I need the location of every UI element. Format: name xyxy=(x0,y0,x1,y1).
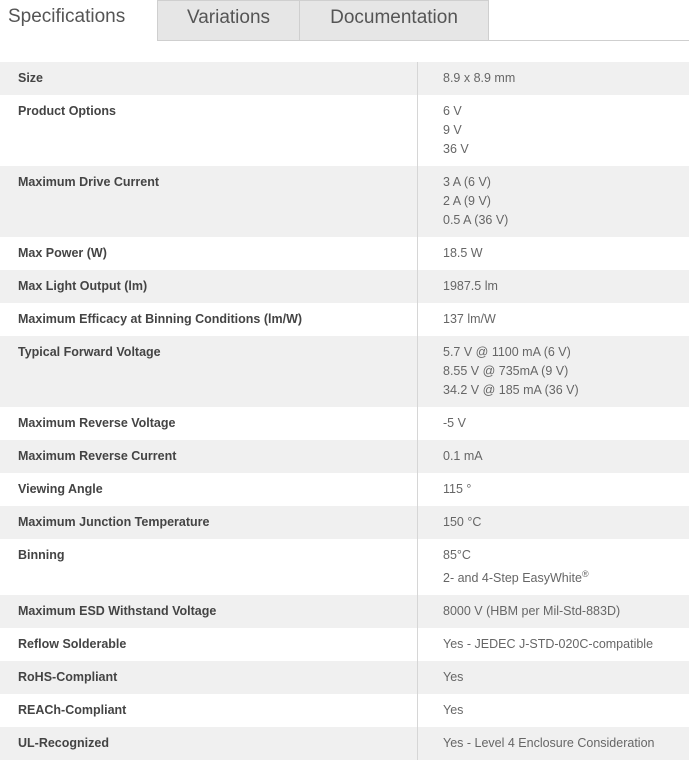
spec-value-line xyxy=(443,310,689,329)
spec-value xyxy=(418,727,689,760)
spec-label: Max Power (W) xyxy=(0,237,418,270)
spec-value-line xyxy=(443,192,689,211)
spec-value-text: 8.55 V @ 735mA (9 V) xyxy=(443,364,568,378)
spec-value-line xyxy=(443,173,689,192)
spec-label: Maximum Reverse Voltage xyxy=(0,407,418,440)
table-row xyxy=(0,595,689,628)
spec-value xyxy=(418,595,689,628)
registered-mark: ® xyxy=(582,569,589,579)
spec-value-line xyxy=(443,277,689,296)
spec-label: Reflow Solderable xyxy=(0,628,418,661)
table-row xyxy=(0,407,689,440)
table-row xyxy=(0,628,689,661)
spec-value xyxy=(418,237,689,270)
spec-value-text: Yes xyxy=(443,703,463,717)
table-row xyxy=(0,62,689,95)
tab-variations[interactable]: Variations xyxy=(158,0,300,40)
spec-value xyxy=(418,628,689,661)
spec-value-text: 9 V xyxy=(443,123,462,137)
spec-value-line xyxy=(443,513,689,532)
spec-value-text: 34.2 V @ 185 mA (36 V) xyxy=(443,383,579,397)
spec-label: RoHS-Compliant xyxy=(0,661,418,694)
spec-label: Maximum Drive Current xyxy=(0,166,418,237)
spec-value-text: 3 A (6 V) xyxy=(443,175,491,189)
spec-value-text: 0.5 A (36 V) xyxy=(443,213,508,227)
spec-value-line xyxy=(443,69,689,88)
spec-value-line xyxy=(443,414,689,433)
spec-value-text: 8000 V (HBM per Mil-Std-883D) xyxy=(443,604,620,618)
spec-value-line xyxy=(443,343,689,362)
spec-value xyxy=(418,661,689,694)
spec-value-line xyxy=(443,480,689,499)
spec-label: Binning xyxy=(0,539,418,595)
spec-value-text: 1987.5 lm xyxy=(443,279,498,293)
spec-value xyxy=(418,270,689,303)
spec-value-text: Yes - JEDEC J-STD-020C-compatible xyxy=(443,637,653,651)
spec-value-line xyxy=(443,447,689,466)
spec-value xyxy=(418,166,689,237)
spec-value-line xyxy=(443,701,689,720)
spec-label: Viewing Angle xyxy=(0,473,418,506)
table-row xyxy=(0,727,689,760)
spec-value xyxy=(418,62,689,95)
spec-value-text: 137 lm/W xyxy=(443,312,496,326)
spec-value-line xyxy=(443,546,689,565)
spec-value-line xyxy=(443,121,689,140)
spec-value-text: 150 °C xyxy=(443,515,481,529)
spec-value-line xyxy=(443,381,689,400)
table-row xyxy=(0,440,689,473)
table-row xyxy=(0,270,689,303)
spec-label: Maximum Junction Temperature xyxy=(0,506,418,539)
spec-value xyxy=(418,473,689,506)
spec-value xyxy=(418,95,689,166)
spec-label: Max Light Output (lm) xyxy=(0,270,418,303)
spec-value xyxy=(418,303,689,336)
spec-value-line xyxy=(443,635,689,654)
spec-value-text: 8.9 x 8.9 mm xyxy=(443,71,515,85)
spec-value-line xyxy=(443,211,689,230)
table-row xyxy=(0,661,689,694)
table-row xyxy=(0,237,689,270)
spec-label: UL-Recognized xyxy=(0,727,418,760)
spec-value-line xyxy=(443,734,689,753)
table-row xyxy=(0,694,689,727)
tab-specifications[interactable]: Specifications xyxy=(0,0,158,41)
spec-label: Maximum Reverse Current xyxy=(0,440,418,473)
spec-label: Maximum ESD Withstand Voltage xyxy=(0,595,418,628)
table-row xyxy=(0,336,689,407)
spec-value-line xyxy=(443,244,689,263)
spec-label: REACh-Compliant xyxy=(0,694,418,727)
spec-value-text: 115 ° xyxy=(443,482,471,496)
spec-label: Product Options xyxy=(0,95,418,166)
tab-documentation[interactable]: Documentation xyxy=(300,0,489,40)
spec-label: Typical Forward Voltage xyxy=(0,336,418,407)
spec-value-text: Yes xyxy=(443,670,463,684)
spec-value xyxy=(418,694,689,727)
table-row xyxy=(0,303,689,336)
table-row xyxy=(0,539,689,595)
table-row xyxy=(0,166,689,237)
spec-value-text: 5.7 V @ 1100 mA (6 V) xyxy=(443,345,571,359)
spec-value-line xyxy=(443,140,689,159)
spec-label: Maximum Efficacy at Binning Conditions (lm/W) xyxy=(0,303,418,336)
spec-value-text: 2 A (9 V) xyxy=(443,194,491,208)
table-row xyxy=(0,95,689,166)
spec-value xyxy=(418,440,689,473)
spec-label: Size xyxy=(0,62,418,95)
spec-value-text: 85°C xyxy=(443,548,471,562)
spec-value xyxy=(418,506,689,539)
table-row xyxy=(0,506,689,539)
spec-value-text: -5 V xyxy=(443,416,466,430)
specifications-table xyxy=(0,62,689,760)
spec-value-text: 2- and 4-Step EasyWhite xyxy=(443,571,582,585)
spec-value-line xyxy=(443,602,689,621)
spec-value-line xyxy=(443,362,689,381)
spec-value-line xyxy=(443,668,689,687)
spec-value-text: Yes - Level 4 Enclosure Consideration xyxy=(443,736,654,750)
spec-value xyxy=(418,539,689,595)
spec-value-text: 6 V xyxy=(443,104,462,118)
spec-value xyxy=(418,407,689,440)
table-row xyxy=(0,473,689,506)
spec-value-text: 0.1 mA xyxy=(443,449,483,463)
spec-value-line xyxy=(443,102,689,121)
spec-value xyxy=(418,336,689,407)
spec-value-text: 18.5 W xyxy=(443,246,483,260)
tab-bar xyxy=(0,0,689,41)
spec-value-line xyxy=(443,565,689,588)
spec-value-text: 36 V xyxy=(443,142,469,156)
